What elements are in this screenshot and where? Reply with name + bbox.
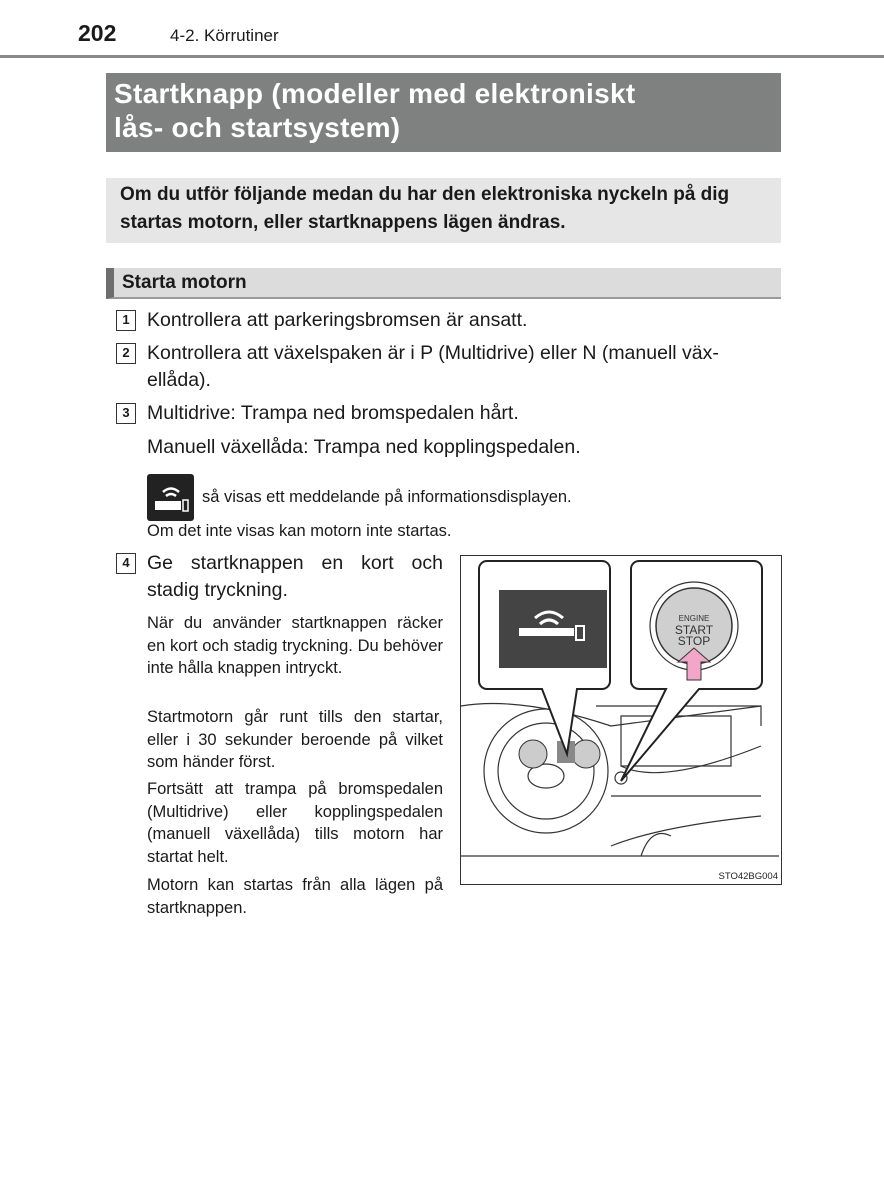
note: Startmotorn går runt tills den startar, eller i 30 sekunder beroende på vilket som händer först. <box>147 708 443 771</box>
key-wireless-icon <box>147 474 194 521</box>
intro-box: Om du utför följande medan du har den elektroniska nyckeln på dig startas motorn, eller startknappens lägen ändras. <box>106 178 781 243</box>
title-line-2: lås- och startsystem) <box>114 112 401 143</box>
button-label-start: START <box>674 623 714 637</box>
step-number: 1 <box>116 310 136 331</box>
step-1-text: Kontrollera att parkeringsbromsen är ansatt. <box>147 309 528 331</box>
section-name: 4-2. Körrutiner <box>170 26 279 45</box>
note: Fortsätt att trampa på bromspedalen (Multidrive) eller kopplingspedalen (manuell växellåda) tills motorn har startat helt. <box>147 780 443 866</box>
subheading: Starta motorn <box>106 268 781 299</box>
step-3-text: Multidrive: Trampa ned bromspedalen hårt. <box>147 402 519 424</box>
step-number: 4 <box>116 553 136 574</box>
step-number: 3 <box>116 403 136 424</box>
page-title <box>106 73 781 152</box>
step-3-text-2: Manuell växellåda: Trampa ned kopplingspedalen. <box>147 436 581 458</box>
header-rule <box>0 55 884 58</box>
page-number: 202 <box>78 20 117 46</box>
dashboard-illustration <box>460 555 782 885</box>
button-label-engine: ENGINE <box>678 614 710 623</box>
step-2-line-1: Kontrollera att växelspaken är i P (Multidrive) eller N (manuell väx- <box>147 342 719 364</box>
dashboard-drawing <box>461 556 780 883</box>
note: Motorn kan startas från alla lägen på startknappen. <box>147 876 443 917</box>
button-label-stop: STOP <box>677 634 711 648</box>
step-number: 2 <box>116 343 136 364</box>
icon-note: så visas ett meddelande på informationsdisplayen. <box>202 488 572 506</box>
figure-code: STO42BG004 <box>718 871 778 882</box>
note: När du använder startknappen räcker en kort och stadig tryckning. Du behöver inte hålla knappen intryckt. <box>147 614 443 677</box>
icon-note-2: Om det inte visas kan motorn inte startas. <box>147 522 452 540</box>
step-2-line-2: ellåda). <box>147 369 211 391</box>
title-line-1: Startknapp (modeller med elektroniskt <box>114 78 636 109</box>
step-4-line-2: stadig tryckning. <box>147 579 288 601</box>
step-4-line-1: Ge startknappen en kort och <box>147 552 443 574</box>
